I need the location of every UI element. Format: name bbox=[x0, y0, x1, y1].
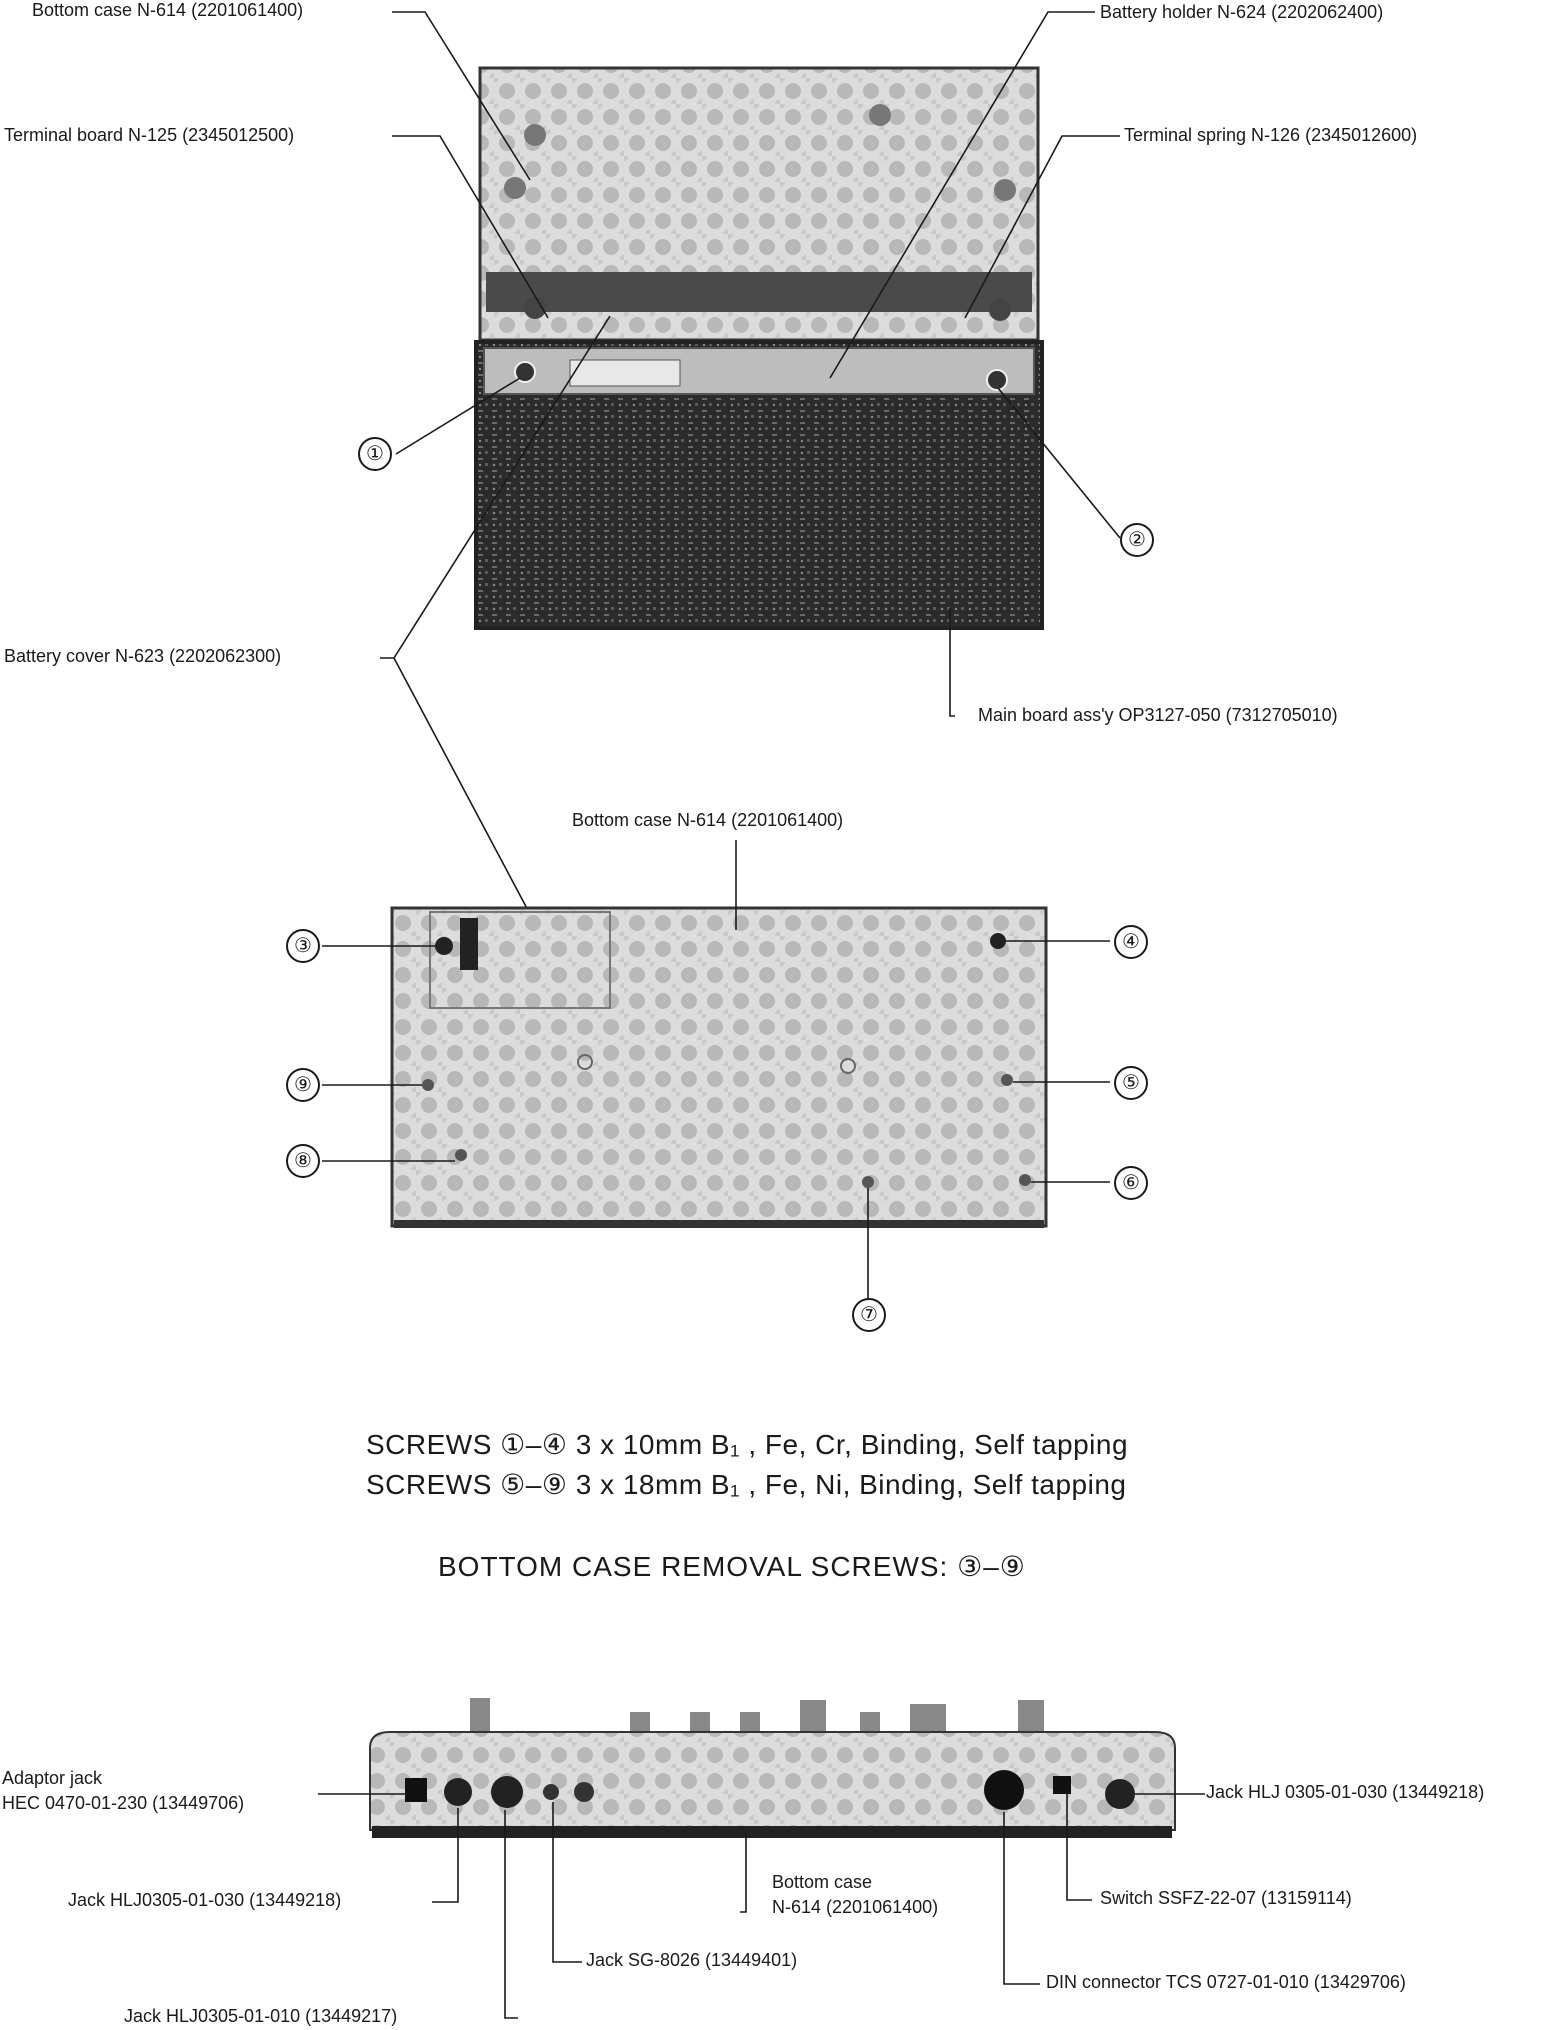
label-jack-hlj-right: Jack HLJ 0305-01-030 (13449218) bbox=[1206, 1782, 1485, 1802]
screw-callout-6: ⑥ bbox=[1114, 1166, 1148, 1200]
removal-screws-note: BOTTOM CASE REMOVAL SCREWS: ③–⑨ bbox=[438, 1551, 1026, 1582]
label-bottom-case-top: Bottom case N-614 (2201061400) bbox=[32, 0, 304, 20]
label-main-board: Main board ass'y OP3127-050 (7312705010) bbox=[978, 705, 1338, 725]
label-din-connector: DIN connector TCS 0727-01-010 (13429706) bbox=[1046, 1972, 1406, 1992]
screw-spec-line-1: SCREWS ①–④ 3 x 10mm B₁ , Fe, Cr, Binding, Self tapping bbox=[366, 1429, 1129, 1460]
screw-callout-5: ⑤ bbox=[1114, 1066, 1148, 1100]
screw-spec-line-2: SCREWS ⑤–⑨ 3 x 18mm B₁ , Fe, Ni, Binding, Self tapping bbox=[366, 1469, 1127, 1500]
label-battery-holder: Battery holder N-624 (2202062400) bbox=[1100, 2, 1384, 22]
label-terminal-board: Terminal board N-125 (2345012500) bbox=[4, 125, 295, 145]
label-battery-cover: Battery cover N-623 (2202062300) bbox=[4, 646, 282, 666]
screw-callout-2: ② bbox=[1120, 523, 1154, 557]
label-adaptor-jack: Adaptor jack HEC 0470-01-230 (13449706) bbox=[2, 1768, 245, 1813]
screw-callout-7: ⑦ bbox=[852, 1298, 886, 1332]
label-terminal-spring: Terminal spring N-126 (2345012600) bbox=[1124, 125, 1418, 145]
screw-callout-4: ④ bbox=[1114, 925, 1148, 959]
label-jack-sg: Jack SG-8026 (13449401) bbox=[586, 1950, 798, 1970]
screw-callout-1: ① bbox=[358, 437, 392, 471]
label-bottom-case-bottom: Bottom case N-614 (2201061400) bbox=[572, 810, 844, 830]
screw-callout-3: ③ bbox=[286, 929, 320, 963]
screw-callout-8: ⑧ bbox=[286, 1144, 320, 1178]
screw-callout-9: ⑨ bbox=[286, 1068, 320, 1102]
bottom-view-unit bbox=[392, 908, 1046, 1228]
label-jack-hlj-030: Jack HLJ0305-01-030 (13449218) bbox=[68, 1890, 342, 1910]
top-view-unit bbox=[476, 68, 1042, 628]
label-switch: Switch SSFZ-22-07 (13159114) bbox=[1100, 1888, 1352, 1908]
rear-view-unit bbox=[370, 1698, 1175, 1838]
label-jack-hlj-010: Jack HLJ0305-01-010 (13449217) bbox=[124, 2006, 398, 2026]
label-bottom-case-rear: Bottom case N-614 (2201061400) bbox=[772, 1872, 939, 1917]
